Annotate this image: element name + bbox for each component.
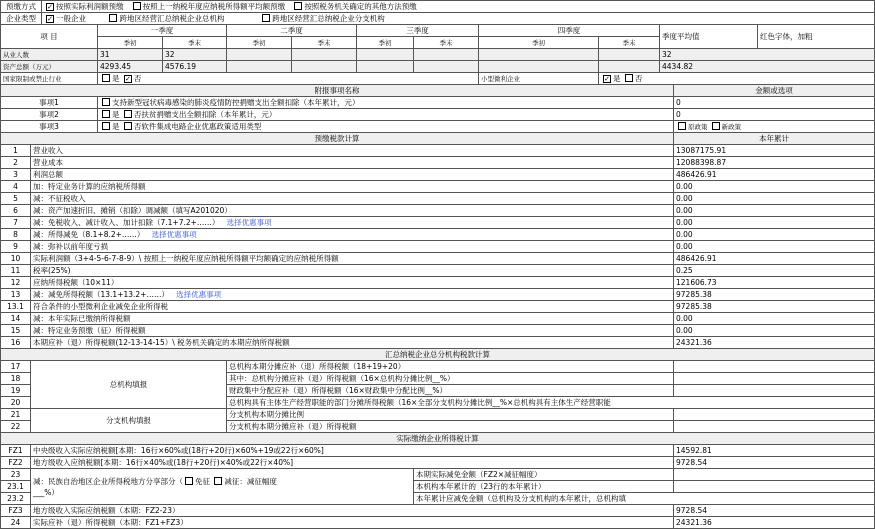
summary-value[interactable] — [674, 421, 875, 433]
calc-row-text — [31, 253, 674, 265]
calc-row-text — [31, 301, 674, 313]
calc-row — [1, 229, 875, 241]
calc-row-text — [31, 157, 674, 169]
restricted-yes-label: 是 — [112, 73, 120, 83]
option-general-label: 一般企业 — [56, 13, 86, 23]
actual-header-row — [1, 433, 875, 445]
attached-item1-text — [98, 97, 674, 109]
calc-row-value[interactable]: 486426.91 — [674, 169, 875, 181]
calc-row-label: 减：免税收入、减计收入、加计扣除（7.1+7.2+……） — [33, 217, 220, 227]
row-no: 2 — [1, 157, 31, 169]
row-no: 5 — [1, 193, 31, 205]
row-no: 21 — [1, 409, 31, 421]
company-type-label: 企业类型 — [1, 13, 42, 25]
r23-1-value[interactable] — [674, 481, 875, 493]
employees-q1-end[interactable]: 32 — [163, 49, 227, 61]
calc-row-text — [31, 277, 674, 289]
q2-header: 二季度 — [227, 25, 357, 37]
quarter-header-row — [1, 25, 875, 37]
attached-item2-text — [98, 109, 674, 121]
calc-row — [1, 169, 875, 181]
employees-q3-start[interactable] — [357, 49, 414, 61]
attached-item2-yes-label: 是 — [112, 109, 120, 119]
summary-header-row — [1, 349, 875, 361]
reduce-percent: ___%） — [33, 487, 59, 497]
summary-text: 分支机构本期分摊应补（退）所得税额 — [227, 421, 674, 433]
select-preference-link[interactable]: 选择优惠事项 — [226, 217, 272, 227]
row-24 — [1, 517, 875, 529]
r24-text: 实际应补（退）所得税额（本期：FZ1+FZ3） — [31, 517, 674, 529]
fz1-row — [1, 445, 875, 457]
calc-row — [1, 241, 875, 253]
small-yes-label: 是 — [613, 73, 621, 83]
old-policy-label: 原政策 — [688, 122, 708, 131]
attached-item1-desc: 支持新型冠状病毒感染的肺炎疫情防控捐赠支出全额扣除（本年累计，元） — [112, 97, 360, 107]
restricted-label: 国家限制或禁止行业 — [1, 73, 98, 85]
calc-row-value[interactable]: 0.00 — [674, 181, 875, 193]
row-no: 14 — [1, 313, 31, 325]
r23-sub3-text: 本年累计应减免金额（总机构及分支机构的本年累计，总机构填 — [414, 493, 875, 505]
option-other-method-label: 按照税务机关确定的其他方法预缴 — [304, 1, 417, 11]
row-no: 20 — [1, 397, 31, 409]
summary-value[interactable] — [674, 373, 875, 385]
fz2-row — [1, 457, 875, 469]
calc-row-value[interactable]: 121606.73 — [674, 277, 875, 289]
row-no: 23.1 — [1, 481, 31, 493]
summary-row — [1, 361, 875, 373]
row-no: 23.2 — [1, 493, 31, 505]
reduce-label: 减征：减征幅度 — [224, 476, 277, 486]
calc-row-label: 减：不征税收入 — [33, 193, 86, 203]
company-type-options — [42, 13, 875, 25]
calc-row-text — [31, 265, 674, 277]
calc-title: 预缴税款计算 — [1, 133, 674, 145]
calc-row-text — [31, 229, 674, 241]
row-no: 8 — [1, 229, 31, 241]
assets-q1-end[interactable]: 4576.19 — [163, 61, 227, 73]
calc-row-value[interactable]: 13087175.91 — [674, 145, 875, 157]
employees-q4-end[interactable] — [599, 49, 660, 61]
restricted-options — [98, 73, 479, 85]
checkbox-restricted-yes[interactable] — [102, 74, 110, 82]
attached-item3-label: 事项3 — [1, 121, 98, 133]
prepay-method-row — [1, 1, 875, 13]
calc-row — [1, 337, 875, 349]
calc-row-value[interactable]: 0.00 — [674, 241, 875, 253]
branch-label: 分支机构填报 — [31, 409, 227, 433]
calc-row-text — [31, 241, 674, 253]
row-no: 7 — [1, 217, 31, 229]
q3-end-header: 季末 — [414, 37, 479, 49]
calc-row-value[interactable]: 486426.91 — [674, 253, 875, 265]
assets-label: 资产总额（万元） — [1, 61, 98, 73]
checkbox-actual-profit[interactable]: ✓ — [47, 2, 53, 11]
row-no: 3 — [1, 169, 31, 181]
prepay-method-label: 预缴方式 — [1, 1, 42, 13]
small-enterprise-options — [599, 73, 875, 85]
r23-value[interactable] — [674, 469, 875, 481]
summary-row — [1, 409, 875, 421]
attached-item-row — [1, 97, 875, 109]
calc-row-value[interactable]: 24321.36 — [674, 337, 875, 349]
prepay-method-options — [42, 1, 875, 13]
checkbox-average-income[interactable] — [133, 2, 141, 10]
calc-row-text — [31, 181, 674, 193]
calc-row-value[interactable]: 0.00 — [674, 325, 875, 337]
employees-q3-end[interactable] — [414, 49, 479, 61]
calc-row — [1, 313, 875, 325]
q2-start-header: 季初 — [227, 37, 292, 49]
row-no: 13.1 — [1, 301, 31, 313]
calc-row — [1, 277, 875, 289]
row-no: 12 — [1, 277, 31, 289]
fz3-value[interactable]: 9728.54 — [674, 505, 875, 517]
restricted-row — [1, 73, 875, 85]
assets-row — [1, 61, 875, 73]
calc-row-label: 减：特定业务预缴（征）所得税额 — [33, 325, 146, 335]
calc-header-row — [1, 133, 875, 145]
row-no: FZ2 — [1, 457, 31, 469]
assets-q2-start[interactable] — [227, 61, 292, 73]
attached-amount-header: 金额或选项 — [674, 85, 875, 97]
calc-row-value[interactable]: 0.00 — [674, 313, 875, 325]
q4-start-header: 季初 — [479, 37, 599, 49]
assets-q2-end[interactable] — [292, 61, 357, 73]
row-no: 11 — [1, 265, 31, 277]
fz2-text: 地方级收入应纳税额[本期：16行×40%或(18行+20行)×40%或22行×40%] — [31, 457, 674, 469]
row-no: 17 — [1, 361, 31, 373]
calc-row — [1, 181, 875, 193]
calc-row-label: 加：特定业务计算的应纳税所得额 — [33, 181, 146, 191]
calc-rows — [1, 145, 875, 349]
quarter-avg-header: 季度平均值 — [660, 25, 758, 49]
item-header: 项 目 — [1, 25, 98, 49]
row-no: 18 — [1, 373, 31, 385]
fz3-row — [1, 505, 875, 517]
calc-row — [1, 217, 875, 229]
calc-row-value[interactable]: 0.00 — [674, 193, 875, 205]
calc-row-value[interactable]: 0.00 — [674, 205, 875, 217]
assets-q3-end[interactable] — [414, 61, 479, 73]
checkbox-head-office[interactable] — [109, 14, 117, 22]
r23-sub1-text: 本期实际减免金额（FZ2×减征幅度） — [414, 469, 674, 481]
calc-row-value[interactable]: 97285.38 — [674, 301, 875, 313]
calc-row — [1, 157, 875, 169]
checkbox-general[interactable]: ✓ — [47, 14, 53, 23]
attached-item3-text — [98, 121, 674, 133]
employees-avg: 32 — [660, 49, 875, 61]
calc-row-label: 实际利润额（3+4-5-6-7-8-9）\ 按照上一纳税年度应纳税所得额平均额确定的应纳税所得额 — [33, 253, 339, 263]
checkbox-item3-no[interactable] — [124, 122, 132, 130]
attached-name-header: 附报事项名称 — [1, 85, 674, 97]
option-actual-profit-label: 按照实际利润额预缴 — [56, 1, 124, 11]
assets-q3-start[interactable] — [357, 61, 414, 73]
summary-text: 总机构具有主体生产经营职能的部门分摊所得税额（16×全部分支机构分摊比例__%×总机构具有主体生产经营职能 — [227, 397, 875, 409]
exempt-label: 免征 — [195, 476, 210, 486]
attached-item2-label: 事项2 — [1, 109, 98, 121]
small-enterprise-label: 小型微利企业 — [479, 73, 599, 85]
company-type-row — [1, 13, 875, 25]
calc-row — [1, 301, 875, 313]
employees-row — [1, 49, 875, 61]
attached-item3-desc: 否软件集成电路企业优惠政策适用类型 — [133, 121, 262, 131]
employees-q2-start[interactable] — [227, 49, 292, 61]
checkbox-restricted-no[interactable]: ✓ — [124, 74, 131, 83]
calc-row — [1, 205, 875, 217]
row-no: 24 — [1, 517, 31, 529]
calc-row-label: 减：资产加速折旧、摊销（扣除）调减额（填写A201020） — [33, 205, 232, 215]
q2-end-header: 季末 — [292, 37, 357, 49]
q4-header: 四季度 — [479, 25, 660, 37]
q1-header: 一季度 — [98, 25, 227, 37]
calc-row-text — [31, 217, 674, 229]
calc-year-header: 本年累计 — [674, 133, 875, 145]
checkbox-small-yes[interactable]: ✓ — [604, 74, 610, 83]
summary-value[interactable] — [674, 361, 875, 373]
calc-row-value[interactable]: 97285.38 — [674, 289, 875, 301]
row-23 — [1, 469, 875, 481]
calc-row-label: 本期应补（退）所得税额(12-13-14-15）\ 税务机关确定的本期应纳所得税额 — [33, 337, 290, 347]
calc-row-text — [31, 193, 674, 205]
fz3-text: 地方级收入实际应纳税额（本期：FZ2-23） — [31, 505, 674, 517]
assets-q4-start[interactable] — [479, 61, 599, 73]
calc-row-label: 营业成本 — [33, 157, 63, 167]
calc-row-label: 符合条件的小型微利企业减免企业所得税 — [33, 301, 168, 311]
row-no: FZ3 — [1, 505, 31, 517]
assets-q1-start[interactable]: 4293.45 — [98, 61, 163, 73]
calc-row — [1, 325, 875, 337]
checkbox-branch[interactable] — [262, 14, 270, 22]
checkbox-other-method[interactable] — [294, 2, 302, 10]
restricted-no-label: 否 — [133, 73, 142, 83]
r24-value[interactable]: 24321.36 — [674, 517, 875, 529]
checkbox-small-no[interactable] — [625, 74, 633, 82]
calc-row-text — [31, 313, 674, 325]
checkbox-item2-no[interactable] — [124, 110, 132, 118]
q3-header: 三季度 — [357, 25, 479, 37]
employees-q1-start[interactable]: 31 — [98, 49, 163, 61]
attached-header-row — [1, 85, 875, 97]
summary-title: 汇总纳税企业总分机构税款计算 — [1, 349, 875, 361]
row-no: 13 — [1, 289, 31, 301]
calc-row-label: 营业收入 — [33, 145, 63, 155]
row-no: 19 — [1, 385, 31, 397]
employees-label: 从业人数 — [1, 49, 98, 61]
calc-row — [1, 193, 875, 205]
employees-q4-start[interactable] — [479, 49, 599, 61]
calc-row — [1, 265, 875, 277]
attached-item1-label: 事项1 — [1, 97, 98, 109]
r23-sub2-text: 本机构本年累计的（23行的本年累计） — [414, 481, 674, 493]
calc-row-text — [31, 145, 674, 157]
row-no: 6 — [1, 205, 31, 217]
calc-row-label: 利润总额 — [33, 169, 63, 179]
calc-row-label: 减：弥补以前年度亏损 — [33, 241, 108, 251]
select-preference-link[interactable]: 选择优惠事项 — [176, 289, 222, 299]
calc-row — [1, 289, 875, 301]
attached-item3-options — [674, 121, 875, 133]
row-no: 4 — [1, 181, 31, 193]
new-policy-label: 新政策 — [721, 122, 742, 131]
checkbox-exempt[interactable] — [185, 477, 193, 485]
option-head-office-label: 跨地区经营汇总纳税企业总机构 — [119, 13, 225, 23]
q1-start-header: 季初 — [98, 37, 163, 49]
summary-value[interactable] — [674, 409, 875, 421]
checkbox-new-policy[interactable] — [712, 122, 720, 130]
calc-row-label: 税率(25%) — [33, 265, 71, 275]
assets-q4-end[interactable] — [599, 61, 660, 73]
option-branch-label: 跨地区经营汇总纳税企业分支机构 — [272, 13, 385, 23]
assets-avg: 4434.82 — [660, 61, 875, 73]
attached-item1-amount[interactable]: 0 — [674, 97, 875, 109]
summary-text: 总机构本期分摊应补（退）所得税额（18+19+20） — [227, 361, 674, 373]
employees-q2-end[interactable] — [292, 49, 357, 61]
head-office-label: 总机构填报 — [31, 361, 227, 409]
row-no: 23 — [1, 469, 31, 481]
calc-row-value[interactable]: 12088398.87 — [674, 157, 875, 169]
row-no: 1 — [1, 145, 31, 157]
calc-row-label: 应纳所得税额（10×11） — [33, 277, 119, 287]
calc-row-label: 减：减免所得税额（13.1+13.2+……） — [33, 289, 169, 299]
calc-row — [1, 253, 875, 265]
attached-item-row — [1, 109, 875, 121]
summary-value[interactable] — [674, 385, 875, 397]
actual-title: 实际缴纳企业所得税计算 — [1, 433, 875, 445]
fz2-value[interactable]: 9728.54 — [674, 457, 875, 469]
calc-row-text — [31, 205, 674, 217]
checkbox-item3-yes[interactable] — [102, 122, 110, 130]
calc-row-value[interactable]: 0.00 — [674, 229, 875, 241]
summary-text: 分支机构本期分摊比例 — [227, 409, 674, 421]
summary-text: 财政集中分配应补（退）所得税额（16×财政集中分配比例__%） — [227, 385, 674, 397]
calc-row-label: 减：本年实际已缴纳所得税额 — [33, 313, 131, 323]
attached-item2-amount[interactable]: 0 — [674, 109, 875, 121]
attached-item2-desc: 否扶贫捐赠支出全额扣除（本年累计，元） — [133, 109, 277, 119]
calc-row-value[interactable]: 0.25 — [674, 265, 875, 277]
attached-item-row — [1, 121, 875, 133]
summary-text: 其中：总机构分摊应补（退）所得税额（16×总机构分摊比例__%） — [227, 373, 674, 385]
q4-end-header: 季末 — [599, 37, 660, 49]
select-preference-link[interactable]: 选择优惠事项 — [151, 229, 197, 239]
row-no: 9 — [1, 241, 31, 253]
row-no: FZ1 — [1, 445, 31, 457]
fz1-value[interactable]: 14592.81 — [674, 445, 875, 457]
checkbox-item1-yes[interactable] — [102, 98, 110, 106]
attached-item3-yes-label: 是 — [112, 121, 120, 131]
small-no-label: 否 — [634, 73, 643, 83]
option-average-income-label: 按照上一纳税年度应纳税所得额平均额预缴 — [142, 1, 286, 11]
autonomous-text-a: 减：民族自治地区企业所得税地方分享部分（ — [33, 476, 183, 486]
checkbox-reduce[interactable] — [214, 477, 222, 485]
checkbox-old-policy[interactable] — [678, 122, 686, 130]
q3-start-header: 季初 — [357, 37, 414, 49]
calc-row-label: 减：所得减免（8.1+8.2+……） — [33, 229, 145, 239]
calc-row-text — [31, 289, 674, 301]
calc-row-text — [31, 169, 674, 181]
calc-row-text — [31, 337, 674, 349]
row-no: 10 — [1, 253, 31, 265]
fz1-text: 中央级收入实际应纳税额[本期：16行×60%或(18行+20行)×60%+19或22行×60%] — [31, 445, 674, 457]
checkbox-item2-yes[interactable] — [102, 110, 110, 118]
autonomous-region-text — [31, 469, 414, 505]
row-no: 22 — [1, 421, 31, 433]
q1-end-header: 季末 — [163, 37, 227, 49]
calc-row — [1, 145, 875, 157]
quarter-note: 红色字体，加粗 — [758, 25, 875, 49]
calc-row-text — [31, 325, 674, 337]
row-no: 15 — [1, 325, 31, 337]
row-no: 16 — [1, 337, 31, 349]
calc-row-value[interactable]: 0.00 — [674, 217, 875, 229]
